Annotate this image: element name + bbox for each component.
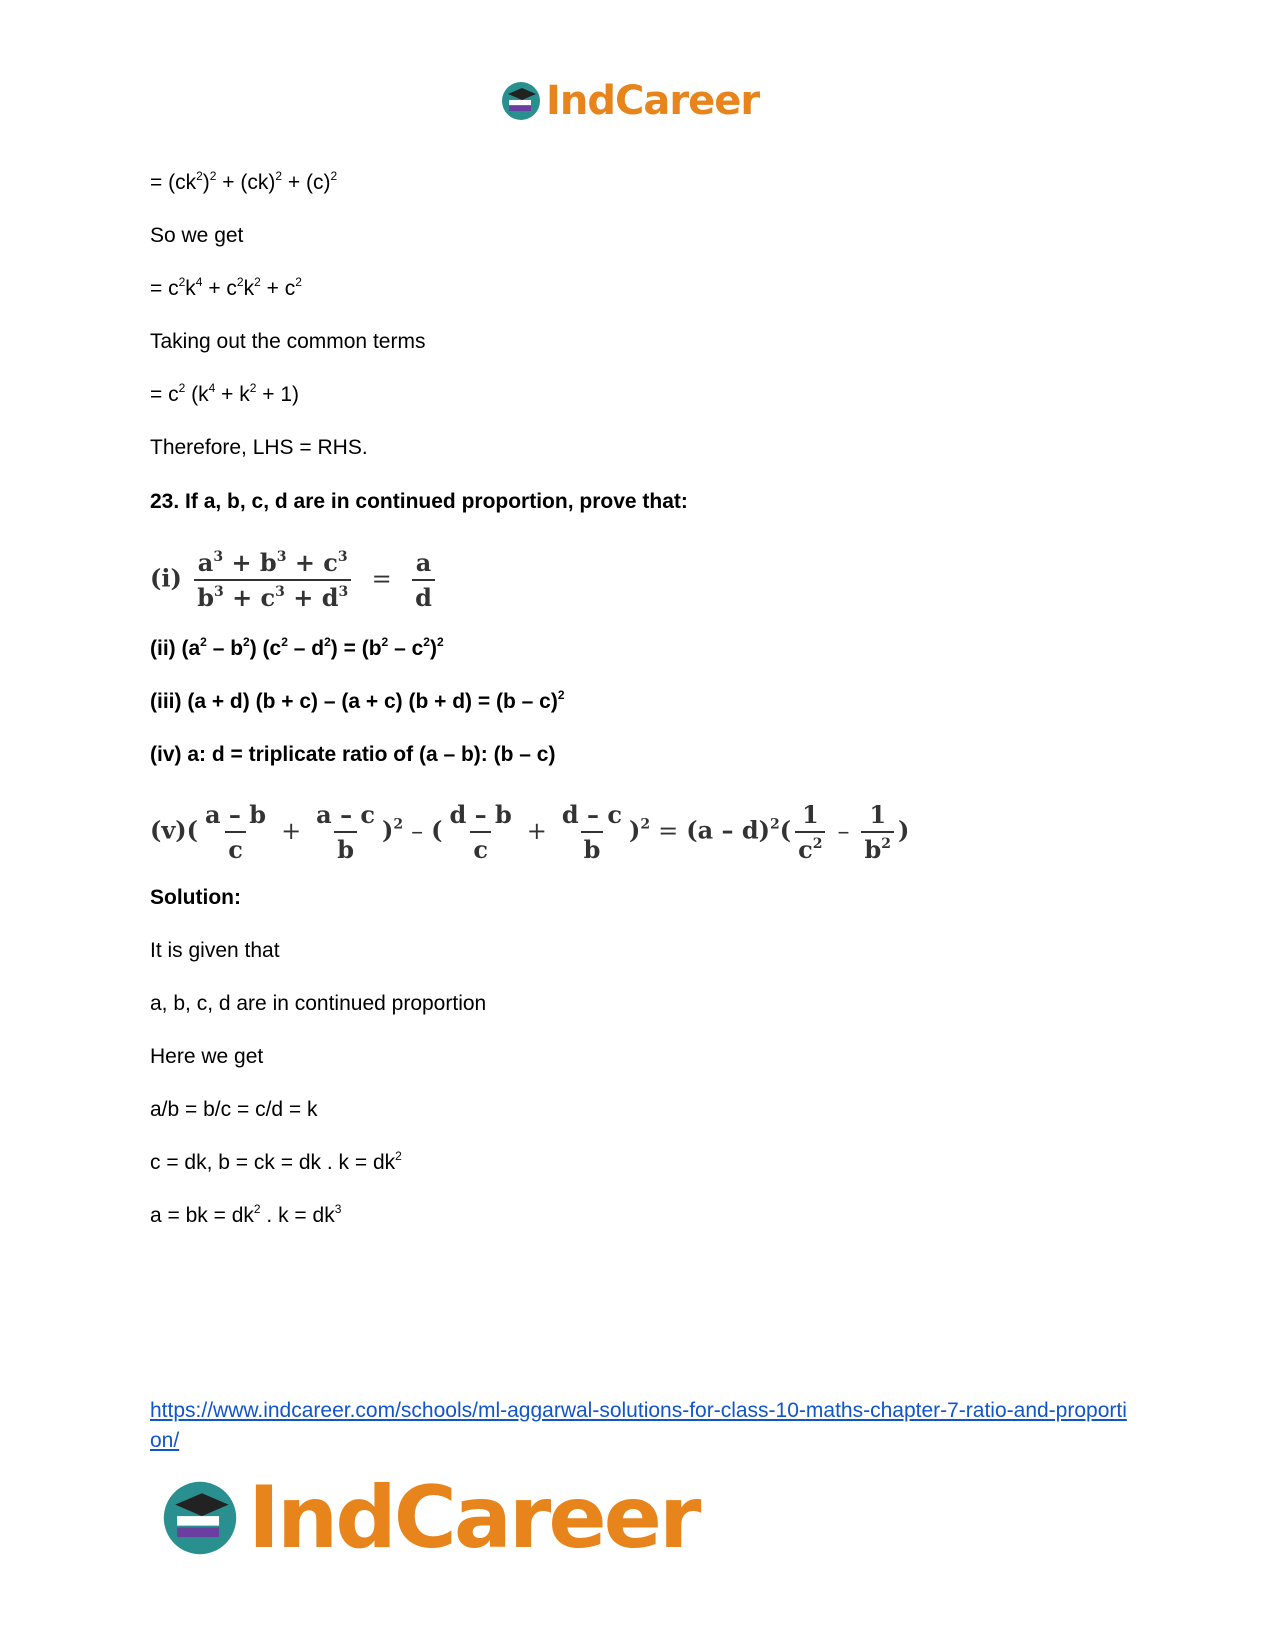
text-line: = $c^2k^4 + c^2k^2 + c^2$ — [150, 275, 302, 300]
text-line: a = bk = $dk^2$ . $k = dk^3$ — [150, 1202, 342, 1227]
text-line: Here we get — [150, 1045, 264, 1068]
source-link[interactable]: https://www.indcareer.com/schools/ml-aggarwal-solutions-for-class-10-maths-chapter-7-ratio-and-proportion/ — [150, 1399, 1127, 1452]
text-line: Taking out the common terms — [150, 330, 426, 353]
equation-i: (i) $\frac{a^3 + b^3 + c^3}{b^3 + c^3 + d^3}$ = $\frac{a}{d}$ — [150, 548, 439, 612]
text-line: a, b, c, d are in continued proportion — [150, 992, 487, 1015]
text-line: a/b = b/c = c/d = k — [150, 1098, 318, 1121]
graduation-book-icon — [500, 80, 542, 122]
text-line: Therefore, LHS = RHS. — [150, 436, 368, 459]
question-heading: 23. If a, b, c, d are in continued proportion, prove that: — [150, 490, 688, 513]
text-line: = $(ck^2)^2 + (ck)^2 + (c)^2$ — [150, 169, 338, 194]
footer-logo — [160, 1468, 698, 1568]
equation-iv: (iv) a: d = triplicate ratio of (a – b): (b – c) — [150, 743, 556, 766]
logo-wordmark: IndCareer — [546, 78, 760, 124]
solution-heading: Solution: — [150, 886, 241, 909]
text-line: c = dk, b = ck = dk . $k = dk^2$ — [150, 1149, 402, 1174]
equation-iii: (iii) (a + d) (b + c) – (a + c) (b + d) = (b – c)$^2$ — [150, 688, 565, 713]
logo-wordmark: IndCareer — [248, 1468, 699, 1568]
equation-ii: (ii) $(a^2 - b^2)$ $(c^2 - d^2) = (b^2 - c^2)^2$ — [150, 635, 444, 660]
header-logo — [500, 78, 759, 124]
text-line: It is given that — [150, 939, 280, 962]
text-line: So we get — [150, 224, 244, 247]
text-line: = $c^2$ $(k^4 + k^2 + 1)$ — [150, 381, 300, 406]
equation-v: (v)( $\frac{a - b}{c}$ + $\frac{a - c}{b}$ )$^2$ – ( $\frac{d - b}{c}$ + $\frac{d - c}{b}$ )$^2$ = (a – d)$^2$( $\frac{1}{c^2}$ – $\frac{1}{b^2}$ ) — [150, 800, 910, 864]
graduation-book-icon — [160, 1478, 240, 1558]
